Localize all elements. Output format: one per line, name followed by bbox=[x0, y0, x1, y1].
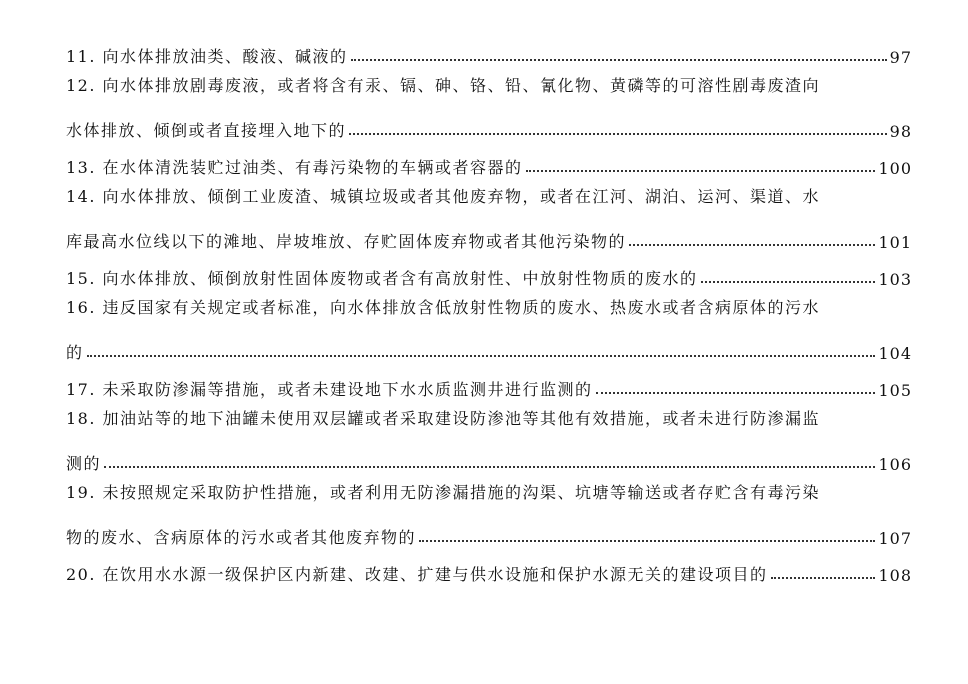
dot-leader bbox=[701, 281, 876, 283]
dot-leader bbox=[629, 244, 875, 246]
toc-entry-19-continued[interactable] bbox=[66, 511, 912, 548]
toc-entry-title: 15. 向水体排放、倾倒放射性固体废物或者含有高放射性、中放射性物质的废水的 bbox=[66, 269, 698, 288]
toc-entry-title: 20. 在饮用水水源一级保护区内新建、改建、扩建与供水设施和保护水源无关的建设项目的 bbox=[66, 565, 768, 584]
toc-entry-14-continued[interactable] bbox=[66, 215, 912, 252]
toc-entry-16[interactable] bbox=[66, 289, 912, 326]
toc-entry-title-continued: 物的废水、含病原体的污水或者其他废弃物的 bbox=[66, 528, 417, 547]
toc-page-number: 100 bbox=[878, 159, 912, 178]
dot-leader bbox=[349, 133, 887, 135]
toc-entry-title: 14. 向水体排放、倾倒工业废渣、城镇垃圾或者其他废弃物，或者在江河、湖泊、运河、渠道、水 bbox=[66, 187, 821, 206]
toc-entry-16-continued[interactable] bbox=[66, 326, 912, 363]
toc-entry-title: 11. 向水体排放油类、酸液、碱液的 bbox=[66, 47, 348, 66]
dot-leader bbox=[351, 59, 887, 61]
toc-page-number: 101 bbox=[878, 233, 912, 252]
toc-entry-11[interactable] bbox=[66, 30, 912, 67]
dot-leader bbox=[419, 540, 875, 542]
toc-entry-19[interactable] bbox=[66, 474, 912, 511]
toc-entry-title: 19. 未按照规定采取防护性措施，或者利用无防渗漏措施的沟渠、坑塘等输送或者存贮含有毒污染 bbox=[66, 483, 821, 502]
toc-entry-17[interactable] bbox=[66, 363, 912, 400]
toc-page-number: 108 bbox=[878, 566, 912, 585]
toc-entry-title: 18. 加油站等的地下油罐未使用双层罐或者采取建设防渗池等其他有效措施，或者未进行防渗漏监 bbox=[66, 409, 821, 428]
toc-page-number: 103 bbox=[878, 270, 912, 289]
toc-entry-12[interactable] bbox=[66, 67, 912, 104]
table-of-contents bbox=[66, 30, 912, 585]
toc-entry-20[interactable] bbox=[66, 548, 912, 585]
toc-page-number: 97 bbox=[889, 48, 912, 67]
toc-page-number: 107 bbox=[878, 529, 912, 548]
toc-entry-15[interactable] bbox=[66, 252, 912, 289]
toc-entry-title-continued: 库最高水位线以下的滩地、岸坡堆放、存贮固体废弃物或者其他污染物的 bbox=[66, 232, 627, 251]
toc-entry-title-continued: 测的 bbox=[66, 454, 102, 473]
toc-page-number: 106 bbox=[878, 455, 912, 474]
toc-entry-title: 17. 未采取防渗漏等措施，或者未建设地下水水质监测井进行监测的 bbox=[66, 380, 593, 399]
toc-entry-18-continued[interactable] bbox=[66, 437, 912, 474]
toc-entry-title-continued: 的 bbox=[66, 343, 84, 362]
dot-leader bbox=[526, 170, 876, 172]
dot-leader bbox=[771, 577, 876, 579]
toc-page-number: 105 bbox=[878, 381, 912, 400]
toc-page-number: 104 bbox=[878, 344, 912, 363]
toc-entry-14[interactable] bbox=[66, 178, 912, 215]
toc-entry-12-continued[interactable] bbox=[66, 104, 912, 141]
dot-leader bbox=[596, 392, 876, 394]
toc-entry-title: 12. 向水体排放剧毒废液，或者将含有汞、镉、砷、铬、铅、氰化物、黄磷等的可溶性剧毒废渣向 bbox=[66, 76, 821, 95]
dot-leader bbox=[87, 355, 876, 357]
toc-entry-13[interactable] bbox=[66, 141, 912, 178]
toc-entry-title-continued: 水体排放、倾倒或者直接埋入地下的 bbox=[66, 121, 347, 140]
toc-page-number: 98 bbox=[889, 122, 912, 141]
toc-entry-title: 16. 违反国家有关规定或者标准，向水体排放含低放射性物质的废水、热废水或者含病原体的污水 bbox=[66, 298, 821, 317]
toc-entry-18[interactable] bbox=[66, 400, 912, 437]
dot-leader bbox=[104, 466, 875, 468]
toc-entry-title: 13. 在水体清洗装贮过油类、有毒污染物的车辆或者容器的 bbox=[66, 158, 523, 177]
